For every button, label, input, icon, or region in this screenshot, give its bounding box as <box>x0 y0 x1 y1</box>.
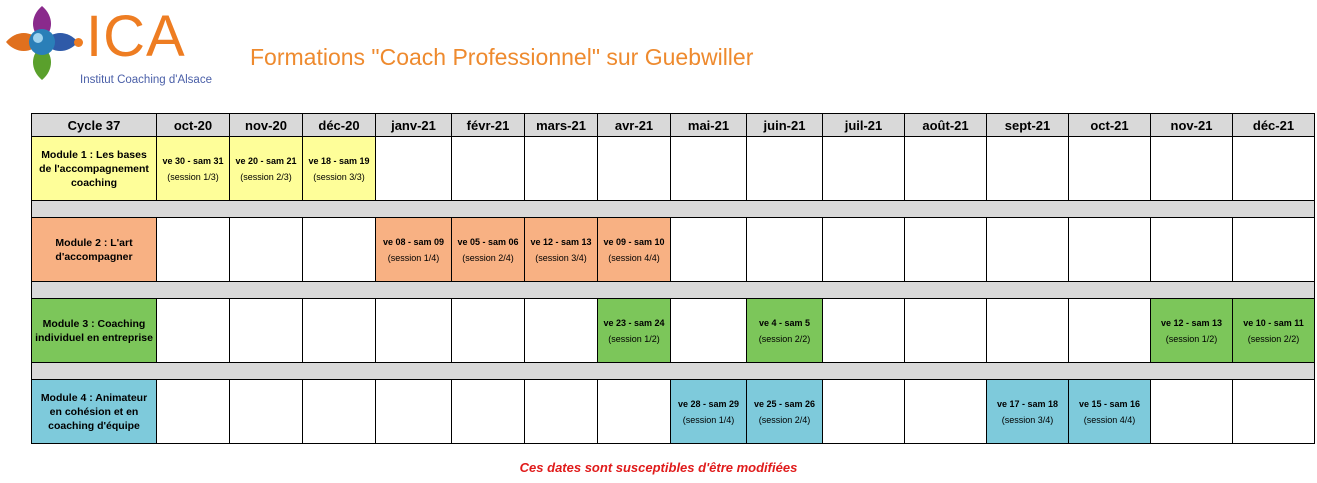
month-header: oct-21 <box>1069 114 1151 137</box>
empty-cell <box>1069 137 1151 201</box>
month-header: mars-21 <box>525 114 598 137</box>
empty-cell <box>376 137 452 201</box>
empty-cell <box>1151 218 1233 282</box>
session-number: (session 4/4) <box>1083 414 1136 425</box>
separator-row <box>32 282 1315 299</box>
month-header: août-21 <box>905 114 987 137</box>
empty-cell <box>1069 299 1151 363</box>
empty-cell <box>905 218 987 282</box>
separator-cell <box>32 363 1315 380</box>
empty-cell <box>905 299 987 363</box>
empty-cell <box>823 218 905 282</box>
schedule-table <box>31 113 1315 444</box>
empty-cell <box>747 218 823 282</box>
session-cell <box>376 218 452 282</box>
month-header: déc-21 <box>1233 114 1315 137</box>
empty-cell <box>1069 218 1151 282</box>
separator-cell <box>32 201 1315 218</box>
module-row <box>32 218 1315 282</box>
empty-cell <box>1151 380 1233 444</box>
cycle-label: Cycle 37 <box>32 114 157 137</box>
empty-cell <box>157 299 230 363</box>
session-cell <box>598 299 671 363</box>
session-number: (session 2/2) <box>758 333 811 344</box>
empty-cell <box>987 137 1069 201</box>
empty-cell <box>905 137 987 201</box>
empty-cell <box>230 299 303 363</box>
session-number: (session 2/3) <box>240 171 292 182</box>
module-row <box>32 137 1315 201</box>
month-header: juin-21 <box>747 114 823 137</box>
session-cell <box>525 218 598 282</box>
session-dates: ve 08 - sam 09 <box>382 236 445 247</box>
module-label: Module 2 : L'art d'accompagner <box>32 218 157 282</box>
session-dates: ve 05 - sam 06 <box>457 236 519 247</box>
session-number: (session 4/4) <box>608 252 660 263</box>
session-cell <box>598 218 671 282</box>
separator-row <box>32 201 1315 218</box>
session-number: (session 1/4) <box>682 414 735 425</box>
session-number: (session 3/3) <box>313 171 365 182</box>
empty-cell <box>823 299 905 363</box>
session-number: (session 1/2) <box>1165 333 1218 344</box>
ica-logo <box>2 2 232 92</box>
empty-cell <box>598 380 671 444</box>
empty-cell <box>452 299 525 363</box>
empty-cell <box>452 380 525 444</box>
session-number: (session 3/4) <box>535 252 587 263</box>
disclaimer-note: Ces dates sont susceptibles d'être modifiées <box>519 460 798 475</box>
session-cell <box>671 380 747 444</box>
page-title: Formations "Coach Professionnel" sur Guebwiller <box>250 44 754 70</box>
logo-acronym: ICA <box>86 4 186 69</box>
empty-cell <box>303 380 376 444</box>
session-dates: ve 25 - sam 26 <box>753 398 816 409</box>
session-cell <box>987 380 1069 444</box>
empty-cell <box>823 380 905 444</box>
session-number: (session 2/4) <box>462 252 514 263</box>
empty-cell <box>987 299 1069 363</box>
session-dates: ve 12 - sam 13 <box>1160 317 1223 328</box>
month-header: déc-20 <box>303 114 376 137</box>
month-header: nov-21 <box>1151 114 1233 137</box>
empty-cell <box>987 218 1069 282</box>
session-number: (session 1/2) <box>608 333 660 344</box>
empty-cell <box>671 137 747 201</box>
empty-cell <box>1233 380 1315 444</box>
month-header: oct-20 <box>157 114 230 137</box>
session-dates: ve 4 - sam 5 <box>758 317 811 328</box>
session-cell <box>1069 380 1151 444</box>
session-dates: ve 30 - sam 31 <box>162 155 224 166</box>
module-row <box>32 299 1315 363</box>
session-dates: ve 17 - sam 18 <box>996 398 1059 409</box>
month-header: juil-21 <box>823 114 905 137</box>
month-header: janv-21 <box>376 114 452 137</box>
session-cell <box>303 137 376 201</box>
session-cell <box>230 137 303 201</box>
session-number: (session 3/4) <box>1001 414 1054 425</box>
empty-cell <box>747 137 823 201</box>
session-cell <box>747 299 823 363</box>
empty-cell <box>525 380 598 444</box>
empty-cell <box>525 137 598 201</box>
empty-cell <box>1151 137 1233 201</box>
separator-row <box>32 363 1315 380</box>
session-dates: ve 10 - sam 11 <box>1243 317 1304 328</box>
empty-cell <box>598 137 671 201</box>
logo-subtitle: Institut Coaching d'Alsace <box>80 74 212 86</box>
session-dates: ve 15 - sam 16 <box>1078 398 1141 409</box>
session-cell <box>157 137 230 201</box>
empty-cell <box>230 218 303 282</box>
session-number: (session 2/2) <box>1247 333 1300 344</box>
empty-cell <box>303 218 376 282</box>
header-row <box>32 114 1315 137</box>
month-header: sept-21 <box>987 114 1069 137</box>
session-dates: ve 28 - sam 29 <box>677 398 740 409</box>
empty-cell <box>1233 137 1315 201</box>
empty-cell <box>1233 218 1315 282</box>
session-dates: ve 12 - sam 13 <box>530 236 592 247</box>
empty-cell <box>157 218 230 282</box>
session-number: (session 2/4) <box>758 414 811 425</box>
session-dates: ve 18 - sam 19 <box>308 155 370 166</box>
month-header: févr-21 <box>452 114 525 137</box>
month-header: mai-21 <box>671 114 747 137</box>
session-number: (session 1/3) <box>167 171 219 182</box>
empty-cell <box>376 380 452 444</box>
session-number: (session 1/4) <box>387 252 440 263</box>
module-label: Module 1 : Les bases de l'accompagnement coaching <box>32 137 157 201</box>
empty-cell <box>671 218 747 282</box>
session-dates: ve 20 - sam 21 <box>235 155 297 166</box>
separator-cell <box>32 282 1315 299</box>
empty-cell <box>671 299 747 363</box>
session-cell <box>452 218 525 282</box>
empty-cell <box>823 137 905 201</box>
session-cell <box>1233 299 1315 363</box>
empty-cell <box>157 380 230 444</box>
empty-cell <box>376 299 452 363</box>
module-row <box>32 380 1315 444</box>
session-dates: ve 23 - sam 24 <box>603 317 665 328</box>
empty-cell <box>452 137 525 201</box>
month-header: nov-20 <box>230 114 303 137</box>
empty-cell <box>905 380 987 444</box>
session-cell <box>747 380 823 444</box>
empty-cell <box>303 299 376 363</box>
session-cell <box>1151 299 1233 363</box>
globe-logo-icon <box>2 2 82 90</box>
empty-cell <box>230 380 303 444</box>
empty-cell <box>525 299 598 363</box>
module-label: Module 3 : Coaching individuel en entreprise <box>32 299 157 363</box>
module-label: Module 4 : Animateur en cohésion et en coaching d'équipe <box>32 380 157 444</box>
month-header: avr-21 <box>598 114 671 137</box>
session-dates: ve 09 - sam 10 <box>603 236 665 247</box>
